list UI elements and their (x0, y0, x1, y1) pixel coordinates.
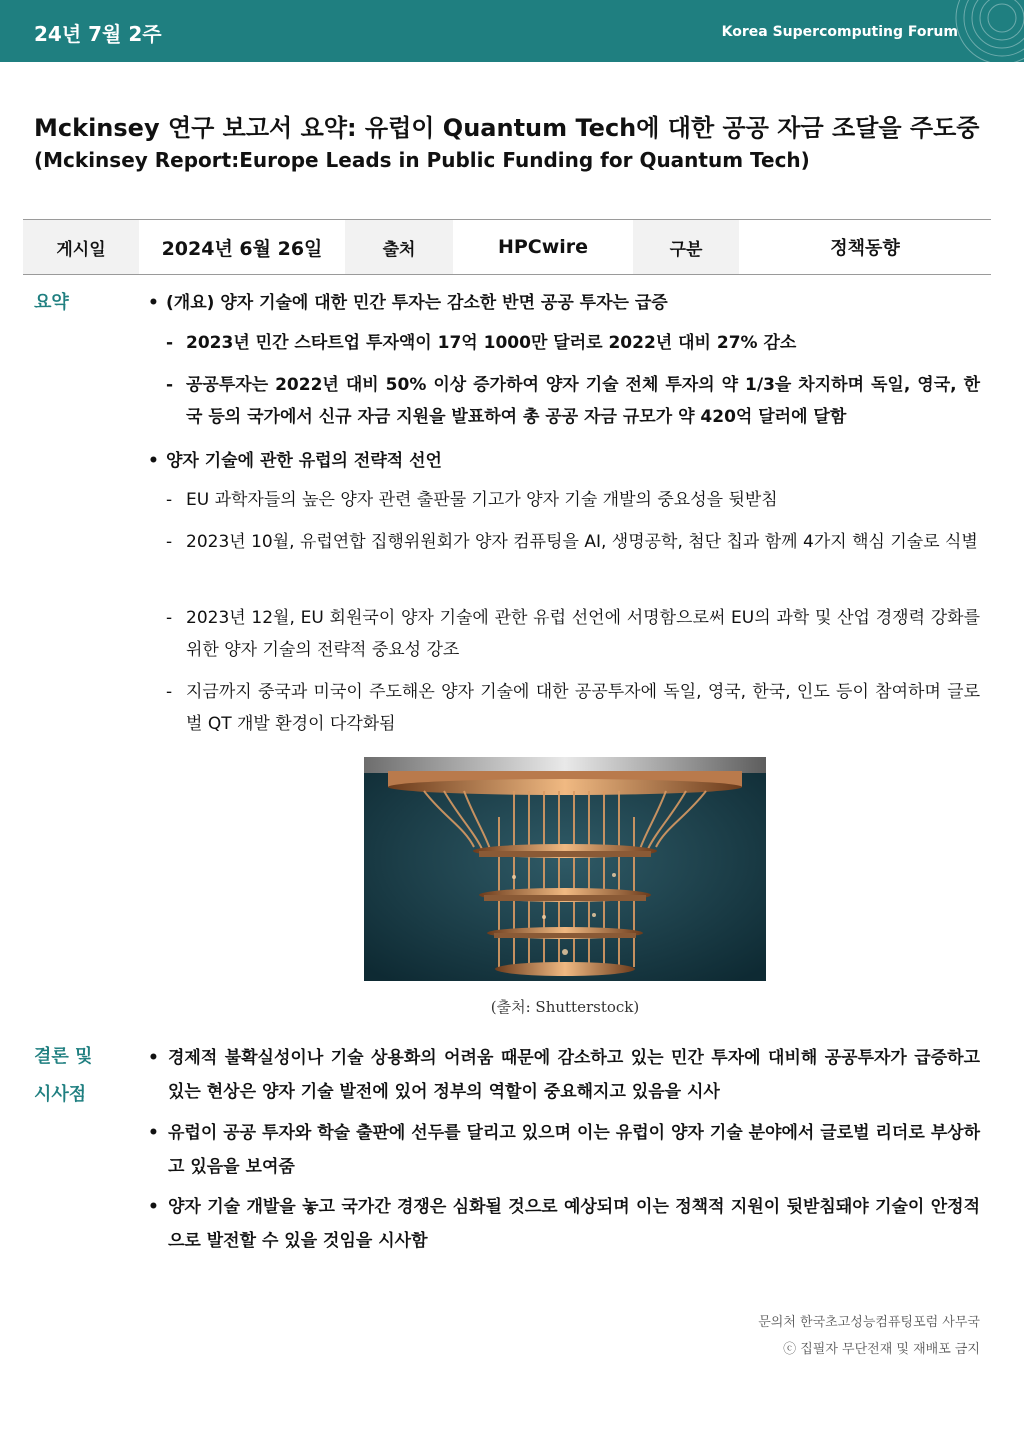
bullet-dot-icon: • (148, 293, 159, 313)
summary-bullet-1 (148, 290, 980, 316)
summary-sub-item: - 2023년 10월, 유럽연합 집행위원회가 양자 컴퓨팅을 AI, 생명공학, 첨단 칩과 함께 4가지 핵심 기술로 식별 (148, 526, 980, 558)
footer-copyright: ⓒ 집필자 무단전재 및 재배포 금지 (783, 1342, 980, 1357)
conclusion-item (148, 1116, 980, 1184)
article-subtitle: (Mckinsey Report:Europe Leads in Public Funding for Quantum Tech) (34, 148, 810, 172)
summary-sub-item: - 2023년 12월, EU 회원국이 양자 기술에 관한 유럽 선언에 서명함으로써 EU의 과학 및 산업 경쟁력 강화를 위한 양자 기술의 전략적 중요성 강조 (148, 602, 980, 666)
conclusion-item (148, 1041, 980, 1109)
source-value: HPCwire (453, 220, 633, 274)
category-value: 정책동향 (739, 220, 991, 274)
issue-week: 24년 7월 2주 (34, 22, 162, 46)
footer-contact: 문의처 한국초고성능컴퓨팅포럼 사무국 (758, 1315, 980, 1330)
source-label: 출처 (345, 220, 453, 274)
summary-sub-item: - EU 과학자들의 높은 양자 관련 출판물 기고가 양자 기술 개발의 중요성을 뒷받침 (148, 484, 980, 516)
summary-sub-item-text: 지금까지 중국과 미국이 주도해온 양자 기술에 대한 공공투자에 독일, 영국, 한국, 인도 등이 참여하며 글로벌 QT 개발 환경이 다각화됨 (186, 682, 980, 734)
summary-label: 요약 (34, 292, 69, 313)
conclusion-label: 결론 및 시사점 (34, 1046, 93, 1105)
bullet-dot-icon: • (148, 451, 159, 471)
org-name: Korea Supercomputing Forum (721, 24, 958, 40)
summary-sub-item-text: EU 과학자들의 높은 양자 관련 출판물 기고가 양자 기술 개발의 중요성을 뒷받침 (186, 490, 778, 510)
summary-bullet-1-text: (개요) 양자 기술에 대한 민간 투자는 감소한 반면 공공 투자는 급증 (166, 293, 668, 313)
conclusion-item-text: 양자 기술 개발을 놓고 국가간 경쟁은 심화될 것으로 예상되며 이는 정책적 지원이 뒷받침돼야 기술이 안정적으로 발전할 수 있을 것임을 시사함 (168, 1197, 980, 1251)
bullet-dot-icon: • (148, 1197, 159, 1217)
image-caption: (출처: Shutterstock) (490, 998, 640, 1016)
posted-label: 게시일 (23, 220, 139, 274)
summary-sub-item: - 공공투자는 2022년 대비 50% 이상 증가하여 양자 기술 전체 투자의 약 1/3을 차지하며 독일, 영국, 한국 등의 국가에서 신규 자금 지원을 발표하여 총 공공 자금 규모가 약 420억 달러에 달함 (148, 369, 980, 433)
quantum-computer-image (364, 757, 766, 981)
summary-sub-item-text: 2023년 10월, 유럽연합 집행위원회가 양자 컴퓨팅을 AI, 생명공학, 첨단 칩과 함께 4가지 핵심 기술로 식별 (186, 532, 978, 552)
header-swirl-decoration (914, 0, 1024, 62)
conclusion-item-text: 유럽이 공공 투자와 학술 출판에 선두를 달리고 있으며 이는 유럽이 양자 기술 분야에서 글로벌 리더로 부상하고 있음을 보여줌 (168, 1123, 980, 1177)
summary-sub-item: - 2023년 민간 스타트업 투자액이 17억 1000만 달러로 2022년 대비 27% 감소 (148, 327, 980, 359)
summary-sub-item: - 지금까지 중국과 미국이 주도해온 양자 기술에 대한 공공투자에 독일, 영국, 한국, 인도 등이 참여하며 글로벌 QT 개발 환경이 다각화됨 (148, 676, 980, 740)
summary-sub-item-text: 공공투자는 2022년 대비 50% 이상 증가하여 양자 기술 전체 투자의 약 1/3을 차지하며 독일, 영국, 한국 등의 국가에서 신규 자금 지원을 발표하여 총 공공 자금 규모가 약 420억 달러에 달함 (186, 375, 980, 427)
summary-sub-item-text: 2023년 12월, EU 회원국이 양자 기술에 관한 유럽 선언에 서명함으로써 EU의 과학 및 산업 경쟁력 강화를 위한 양자 기술의 전략적 중요성 강조 (186, 608, 980, 660)
posted-date: 2024년 6월 26일 (139, 220, 345, 274)
summary-bullet-2-text: 양자 기술에 관한 유럽의 전략적 선언 (166, 451, 442, 471)
summary-bullet-2 (148, 448, 980, 474)
category-label: 구분 (633, 220, 739, 274)
summary-sub-item-text: 2023년 민간 스타트업 투자액이 17억 1000만 달러로 2022년 대비 27% 감소 (186, 333, 797, 353)
bullet-dot-icon: • (148, 1048, 159, 1068)
conclusion-item (148, 1190, 980, 1258)
conclusion-item-text: 경제적 불확실성이나 기술 상용화의 어려움 때문에 감소하고 있는 민간 투자에 대비해 공공투자가 급증하고 있는 현상은 양자 기술 발전에 있어 정부의 역할이 중요해지고 있음을 시사 (168, 1048, 980, 1102)
bullet-dot-icon: • (148, 1123, 159, 1143)
article-title: Mckinsey 연구 보고서 요약: 유럽이 Quantum Tech에 대한 공공 자금 조달을 주도중 (34, 114, 980, 142)
meta-table (23, 219, 991, 275)
header-bar (0, 0, 1024, 62)
